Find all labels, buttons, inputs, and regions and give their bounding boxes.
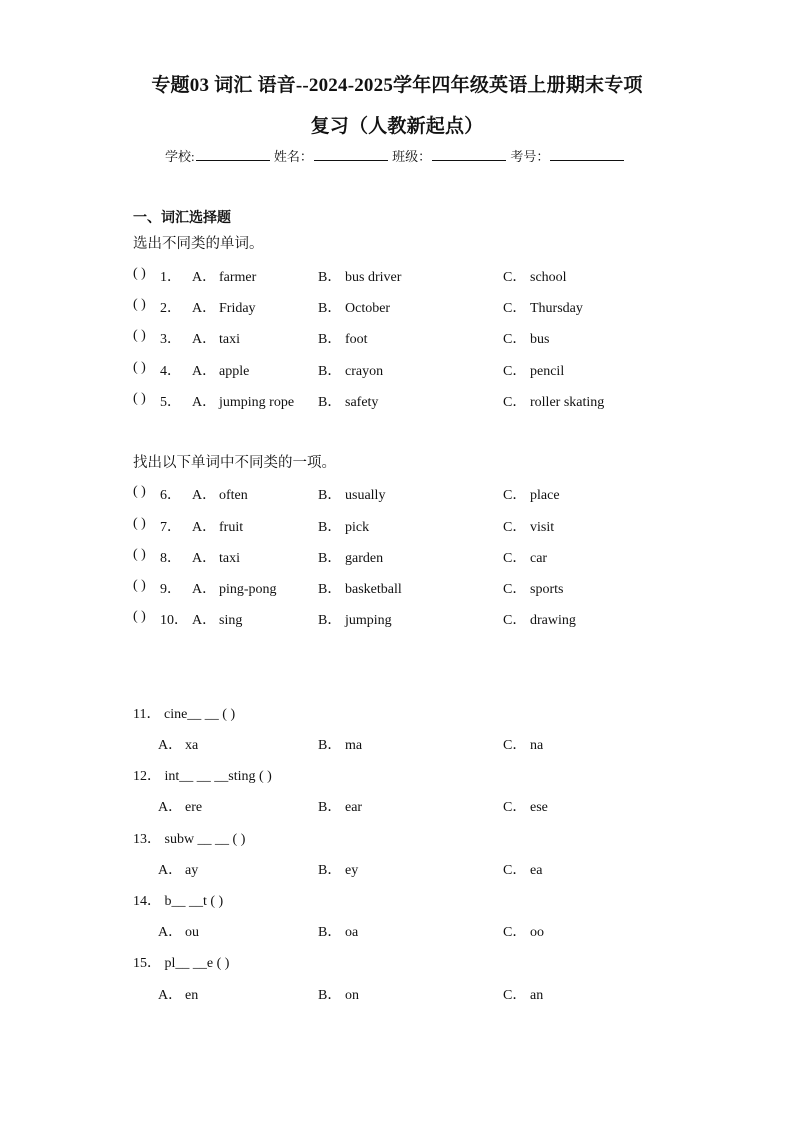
option-b [318, 484, 385, 504]
option-letter: B． [318, 925, 342, 940]
option-letter: C． [503, 364, 527, 379]
option-letter: C． [503, 613, 527, 628]
option-letter: A． [158, 925, 183, 940]
option-letter: B． [318, 332, 342, 347]
question-stem: 11． cine__ __ ( ) [133, 707, 236, 722]
answer-options [0, 984, 794, 1004]
question-number: 1． [160, 270, 181, 285]
option-letter: B． [318, 520, 342, 535]
option-letter: C． [503, 395, 527, 410]
option-b [318, 297, 390, 317]
option-c [503, 734, 543, 754]
option-text: ay [185, 863, 199, 878]
option-c [503, 516, 554, 536]
option-letter: A． [192, 582, 217, 597]
question-stem: 12． int__ __ __sting ( ) [133, 769, 272, 784]
option-text: bus [530, 332, 550, 347]
question-row [0, 609, 794, 629]
question-number: 5． [160, 395, 181, 410]
option-letter: C． [503, 925, 527, 940]
option-letter: B． [318, 270, 342, 285]
option-text: basketball [345, 582, 402, 597]
option-letter: C． [503, 863, 527, 878]
option-b [318, 547, 383, 567]
question-number: 7． [160, 520, 181, 535]
option-b [318, 516, 369, 536]
answer-options [0, 859, 794, 879]
answer-options [0, 796, 794, 816]
option-text: Friday [219, 301, 256, 316]
question-row [0, 578, 794, 598]
option-letter: C． [503, 301, 527, 316]
option-letter: C． [503, 520, 527, 535]
option-text: foot [345, 332, 368, 347]
option-b [318, 796, 362, 816]
answer-blank[interactable]: ( ) [133, 516, 146, 531]
option-text: often [219, 488, 248, 503]
option-text: school [530, 270, 567, 285]
option-text: pencil [530, 364, 565, 379]
instruction-2: 找出以下单词中不同类的一项。 [133, 455, 336, 471]
option-text: on [345, 988, 359, 1003]
answer-blank[interactable]: ( ) [133, 266, 146, 281]
question-number: 8． [160, 551, 181, 566]
option-c [503, 796, 548, 816]
answer-blank[interactable]: ( ) [133, 360, 146, 375]
answer-blank[interactable]: ( ) [133, 547, 146, 562]
option-text: bus driver [345, 270, 402, 285]
option-a [158, 859, 198, 879]
option-letter: A． [158, 863, 183, 878]
student-info-line [165, 146, 625, 165]
option-c [503, 609, 576, 629]
option-letter: B． [318, 582, 342, 597]
option-letter: A． [192, 551, 217, 566]
option-a [158, 734, 198, 754]
option-text: Thursday [530, 301, 583, 316]
option-c [503, 297, 583, 317]
option-b [318, 391, 378, 411]
option-letter: C． [503, 800, 527, 815]
school-label: 学校: [165, 149, 195, 164]
question-row [0, 516, 794, 536]
option-text: sports [530, 582, 564, 597]
option-a [192, 391, 294, 411]
option-letter: B． [318, 988, 342, 1003]
option-c [503, 391, 604, 411]
option-text: taxi [219, 551, 240, 566]
option-letter: C． [503, 270, 527, 285]
question-row [0, 360, 794, 380]
question-row [0, 391, 794, 411]
option-text: visit [530, 520, 555, 535]
option-b [318, 734, 362, 754]
option-text: ere [185, 800, 203, 815]
option-letter: A． [192, 364, 217, 379]
option-text: roller skating [530, 395, 605, 410]
option-a [192, 297, 256, 317]
option-text: xa [185, 738, 199, 753]
option-letter: B． [318, 613, 342, 628]
question-number: 4． [160, 364, 181, 379]
option-text: ea [530, 863, 543, 878]
name-field[interactable] [314, 148, 388, 161]
question-stem: 13． subw __ __ ( ) [133, 832, 246, 847]
option-text: oa [345, 925, 359, 940]
option-text: en [185, 988, 199, 1003]
answer-blank[interactable]: ( ) [133, 297, 146, 312]
option-text: ear [345, 800, 363, 815]
option-letter: A． [192, 332, 217, 347]
question-number: 2． [160, 301, 181, 316]
option-text: sing [219, 613, 243, 628]
option-a [192, 516, 243, 536]
option-b [318, 921, 358, 941]
option-c [503, 328, 549, 348]
option-text: pick [345, 520, 370, 535]
question-row [0, 328, 794, 348]
answer-blank[interactable]: ( ) [133, 391, 146, 406]
option-text: oo [530, 925, 544, 940]
option-letter: A． [158, 738, 183, 753]
option-letter: A． [192, 270, 217, 285]
option-letter: A． [158, 800, 183, 815]
option-letter: A． [192, 488, 217, 503]
option-letter: B． [318, 488, 342, 503]
option-letter: A． [192, 613, 217, 628]
option-text: na [530, 738, 544, 753]
option-letter: B． [318, 863, 342, 878]
option-text: crayon [345, 364, 384, 379]
section-heading: 一、词汇选择题 [133, 211, 231, 226]
option-a [192, 328, 240, 348]
option-a [158, 921, 199, 941]
option-b [318, 578, 402, 598]
question-stem: 14． b__ __t ( ) [133, 894, 224, 909]
answer-blank[interactable]: ( ) [133, 578, 146, 593]
option-a [192, 547, 240, 567]
answer-options [0, 921, 794, 941]
option-letter: B． [318, 551, 342, 566]
option-text: apple [219, 364, 250, 379]
option-letter: A． [192, 520, 217, 535]
option-text: an [530, 988, 544, 1003]
exam-number-field[interactable] [550, 148, 624, 161]
school-field[interactable] [196, 148, 270, 161]
option-text: farmer [219, 270, 257, 285]
option-letter: A． [192, 301, 217, 316]
option-c [503, 984, 543, 1004]
option-a [192, 484, 248, 504]
option-b [318, 984, 359, 1004]
option-b [318, 328, 368, 348]
option-letter: C． [503, 738, 527, 753]
option-text: drawing [530, 613, 576, 628]
option-letter: A． [158, 988, 183, 1003]
question-number: 10． [160, 613, 188, 628]
option-text: jumping [345, 613, 392, 628]
option-letter: C． [503, 488, 527, 503]
option-text: ey [345, 863, 359, 878]
option-text: fruit [219, 520, 244, 535]
page-subtitle: 复习（人教新起点） [310, 116, 484, 137]
option-c [503, 578, 563, 598]
option-c [503, 266, 567, 286]
answer-blank[interactable]: ( ) [133, 484, 146, 499]
option-text: ou [185, 925, 199, 940]
option-text: October [345, 301, 391, 316]
option-letter: A． [192, 395, 217, 410]
option-text: place [530, 488, 560, 503]
option-c [503, 547, 547, 567]
option-c [503, 484, 560, 504]
answer-options [0, 734, 794, 754]
question-row [0, 484, 794, 504]
option-b [318, 360, 383, 380]
option-a [192, 360, 249, 380]
option-b [318, 609, 392, 629]
name-label: 姓名： [273, 149, 313, 164]
option-letter: C． [503, 332, 527, 347]
question-row [0, 266, 794, 286]
question-number: 3． [160, 332, 181, 347]
exam-number-label: 考号： [510, 149, 550, 164]
option-a [158, 984, 198, 1004]
option-letter: B． [318, 800, 342, 815]
option-letter: B． [318, 395, 342, 410]
option-c [503, 921, 544, 941]
option-c [503, 360, 564, 380]
option-letter: B． [318, 301, 342, 316]
class-field[interactable] [432, 148, 506, 161]
page-title: 专题03 词汇 语音--2024-2025学年四年级英语上册期末专项 [151, 75, 643, 96]
option-a [192, 578, 277, 598]
question-row [0, 547, 794, 567]
option-letter: C． [503, 582, 527, 597]
question-number: 9． [160, 582, 181, 597]
option-text: ma [345, 738, 363, 753]
option-text: garden [345, 551, 384, 566]
option-text: safety [345, 395, 379, 410]
answer-blank[interactable]: ( ) [133, 609, 146, 624]
option-letter: C． [503, 988, 527, 1003]
question-row [0, 297, 794, 317]
option-text: ese [530, 800, 548, 815]
option-a [158, 796, 202, 816]
question-number: 6． [160, 488, 181, 503]
option-a [192, 609, 242, 629]
option-a [192, 266, 256, 286]
option-letter: C． [503, 551, 527, 566]
question-stem: 15． pl__ __e ( ) [133, 956, 230, 971]
option-letter: B． [318, 738, 342, 753]
option-text: ping-pong [219, 582, 277, 597]
instruction-1: 选出不同类的单词。 [133, 236, 264, 252]
option-letter: B． [318, 364, 342, 379]
option-text: taxi [219, 332, 240, 347]
answer-blank[interactable]: ( ) [133, 328, 146, 343]
option-b [318, 859, 358, 879]
option-text: usually [345, 488, 386, 503]
option-c [503, 859, 542, 879]
option-text: car [530, 551, 548, 566]
class-label: 班级： [392, 149, 432, 164]
option-text: jumping rope [219, 395, 295, 410]
option-b [318, 266, 401, 286]
